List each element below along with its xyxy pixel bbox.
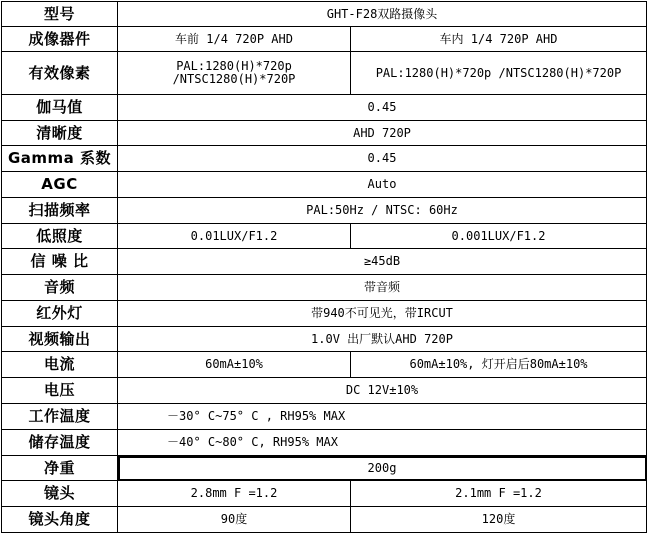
row-label: 伽马值 bbox=[2, 95, 118, 121]
row-label: 镜头 bbox=[2, 481, 118, 507]
spec-table bbox=[1, 1, 647, 533]
table-row bbox=[2, 2, 647, 27]
table-row bbox=[2, 301, 647, 327]
table-row bbox=[2, 404, 647, 430]
row-label: 电压 bbox=[2, 378, 118, 404]
row-value: 0.001LUX/F1.2 bbox=[351, 224, 647, 249]
table-row bbox=[2, 172, 647, 198]
table-row bbox=[2, 224, 647, 249]
table-row bbox=[2, 456, 647, 481]
row-value: 带音频 bbox=[118, 275, 647, 301]
row-value: 0.45 bbox=[118, 95, 647, 121]
row-value: 1.0V 出厂默认AHD 720P bbox=[118, 327, 647, 352]
row-label: 扫描频率 bbox=[2, 198, 118, 224]
row-label: 成像器件 bbox=[2, 27, 118, 52]
row-value: DC 12V±10% bbox=[118, 378, 647, 404]
row-label: 储存温度 bbox=[2, 430, 118, 456]
table-row bbox=[2, 507, 647, 533]
table-row bbox=[2, 198, 647, 224]
row-label: 红外灯 bbox=[2, 301, 118, 327]
row-value: 车内 1/4 720P AHD bbox=[351, 27, 647, 52]
row-value: PAL:1280(H)*720p /NTSC1280(H)*720P bbox=[118, 52, 351, 95]
row-value: 200g bbox=[118, 456, 647, 481]
row-value: 120度 bbox=[351, 507, 647, 533]
table-row bbox=[2, 146, 647, 172]
table-row bbox=[2, 52, 647, 95]
table-row bbox=[2, 249, 647, 275]
row-value: 车前 1/4 720P AHD bbox=[118, 27, 351, 52]
row-value: ≥45dB bbox=[118, 249, 647, 275]
row-value: 60mA±10% bbox=[118, 352, 351, 378]
row-label: 工作温度 bbox=[2, 404, 118, 430]
row-value: 90度 bbox=[118, 507, 351, 533]
row-label: Gamma 系数 bbox=[2, 146, 118, 172]
row-value: AHD 720P bbox=[118, 121, 647, 146]
row-label: 有效像素 bbox=[2, 52, 118, 95]
row-value: －40° C~80° C, RH95% MAX bbox=[118, 430, 647, 456]
row-label: 低照度 bbox=[2, 224, 118, 249]
row-value: 带940不可见光，带IRCUT bbox=[118, 301, 647, 327]
row-label: AGC bbox=[2, 172, 118, 198]
table-row bbox=[2, 275, 647, 301]
row-label: 视频输出 bbox=[2, 327, 118, 352]
row-value: GHT-F28双路摄像头 bbox=[118, 2, 647, 27]
table-row bbox=[2, 327, 647, 352]
table-row bbox=[2, 430, 647, 456]
row-label: 镜头角度 bbox=[2, 507, 118, 533]
row-value: PAL:1280(H)*720p /NTSC1280(H)*720P bbox=[351, 52, 647, 95]
row-value: Auto bbox=[118, 172, 647, 198]
row-label: 信 噪 比 bbox=[2, 249, 118, 275]
table-row bbox=[2, 27, 647, 52]
row-label: 电流 bbox=[2, 352, 118, 378]
row-label: 型号 bbox=[2, 2, 118, 27]
row-label: 清晰度 bbox=[2, 121, 118, 146]
row-value: －30° C~75° C , RH95% MAX bbox=[118, 404, 647, 430]
row-label: 净重 bbox=[2, 456, 118, 481]
row-value: 0.45 bbox=[118, 146, 647, 172]
row-value: 60mA±10%, 灯开启后80mA±10% bbox=[351, 352, 647, 378]
row-value: 2.1mm F =1.2 bbox=[351, 481, 647, 507]
row-label: 音频 bbox=[2, 275, 118, 301]
table-row bbox=[2, 121, 647, 146]
row-value: 0.01LUX/F1.2 bbox=[118, 224, 351, 249]
row-value: PAL:50Hz / NTSC: 60Hz bbox=[118, 198, 647, 224]
table-row bbox=[2, 352, 647, 378]
table-row bbox=[2, 378, 647, 404]
table-row bbox=[2, 481, 647, 507]
row-value: 2.8mm F =1.2 bbox=[118, 481, 351, 507]
table-row bbox=[2, 95, 647, 121]
